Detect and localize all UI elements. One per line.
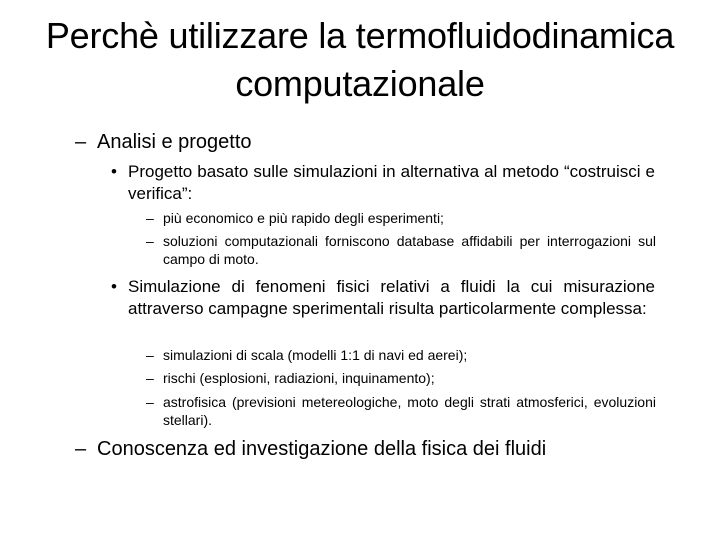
dash-bullet: – [146, 370, 154, 386]
dot-bullet: • [111, 162, 117, 181]
dash-bullet: – [146, 210, 154, 226]
list-item-scala [146, 346, 656, 364]
item-text: rischi (esplosioni, radiazioni, inquinamento); [163, 370, 435, 386]
item-text: astrofisica (previsioni metereologiche, moto degli strati atmosferici, evoluzioni stellari). [163, 394, 656, 428]
item-text: Progetto basato sulle simulazioni in alternativa al metodo “costruisci e verifica”: [128, 162, 655, 203]
dash-bullet: – [75, 131, 87, 153]
list-item-astrofisica [146, 393, 656, 429]
list-item-simulazione [111, 276, 655, 320]
list-item-conoscenza [75, 436, 695, 462]
list-item-soluzioni [146, 232, 656, 268]
dot-bullet: • [111, 277, 117, 296]
dash-bullet: – [146, 394, 154, 410]
dash-bullet: – [146, 347, 154, 363]
title-line-1: Perchè utilizzare la termofluidodinamica [45, 15, 675, 56]
item-text: Simulazione di fenomeni fisici relativi a fluidi la cui misurazione attraverso campagne sperimentali risulta particolarmente complessa: [128, 277, 655, 318]
list-item-progetto-basato [111, 161, 655, 205]
list-item-economico [146, 209, 656, 227]
title-line-2: computazionale [235, 63, 485, 104]
item-text: soluzioni computazionali forniscono database affidabili per interrogazioni sul campo di moto. [163, 233, 656, 267]
item-text: più economico e più rapido degli esperimenti; [163, 210, 444, 226]
item-text: Conoscenza ed investigazione della fisica dei fluidi [97, 438, 547, 460]
dash-bullet: – [75, 438, 87, 460]
list-item-rischi [146, 369, 656, 387]
item-text: simulazioni di scala (modelli 1:1 di navi ed aerei); [163, 347, 468, 363]
list-item-analisi [75, 129, 675, 155]
dash-bullet: – [146, 233, 154, 249]
item-text: Analisi e progetto [97, 131, 252, 153]
